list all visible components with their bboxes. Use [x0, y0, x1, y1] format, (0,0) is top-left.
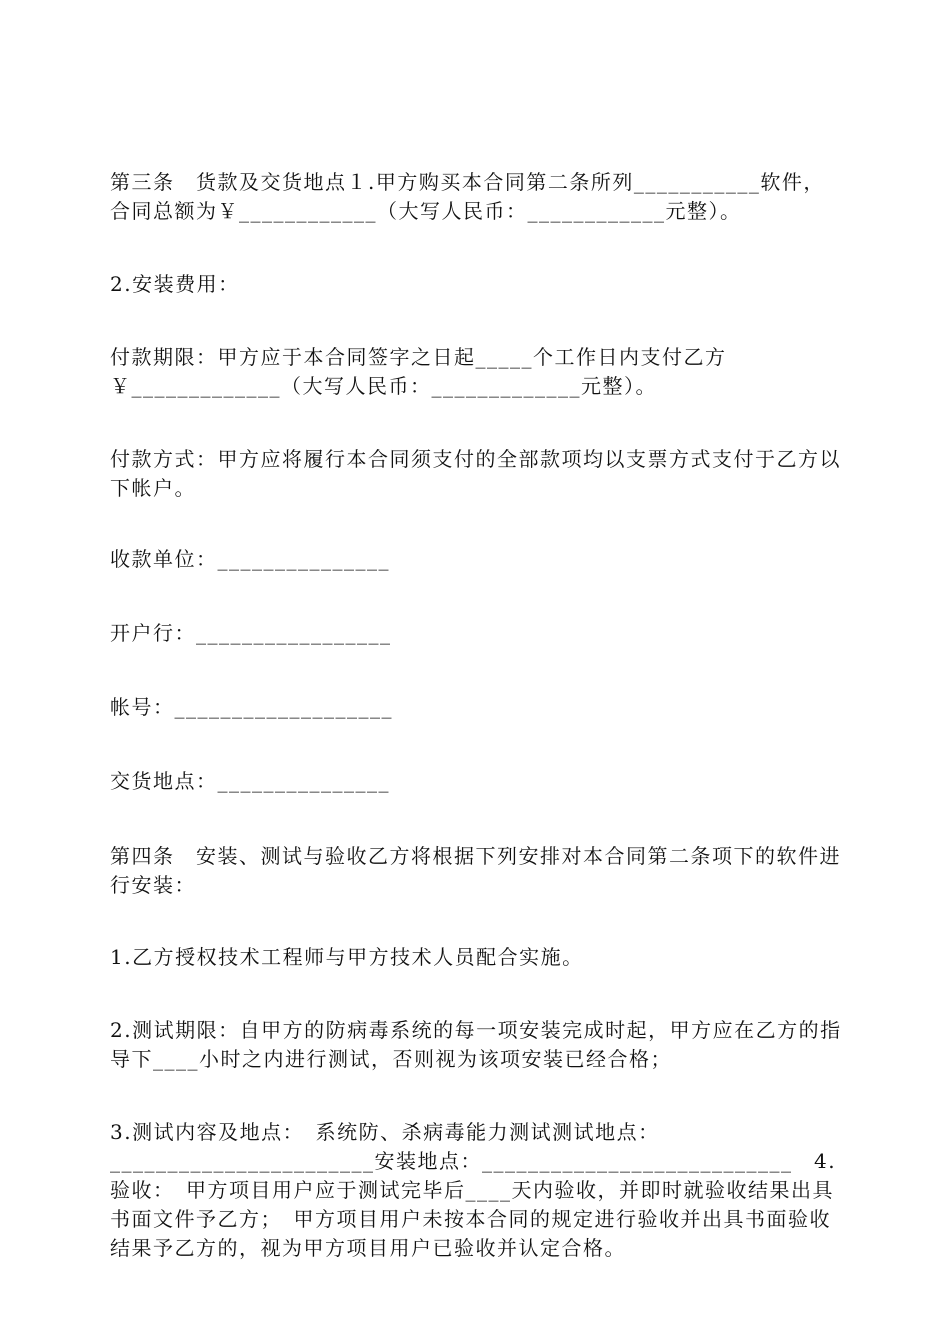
bank-field: 开户行：_________________: [110, 621, 392, 645]
payment-deadline: 付款期限：甲方应于本合同签字之日起_____个工作日内支付乙方￥_____________（大写人民币：_____________元整）。: [110, 345, 727, 398]
clause-test-content-acceptance: 3.测试内容及地点： 系统防、杀病毒能力测试测试地点：_______________________安装地点：___________________________ 4.验收： 甲方项目用户应于测试完毕后____天内验收，并即时就验收结果出具书面文件予乙方； 甲方项目用户未按本合同的规定进行验收并出具书面验收结果予乙方的，视为甲方项目用户已验收并认定合格。: [110, 1120, 837, 1260]
article-3-payment-delivery: 第三条 货款及交货地点１.甲方购买本合同第二条所列___________软件，合同总额为￥____________（大写人民币：____________元整）。: [110, 170, 825, 223]
delivery-location-field: 交货地点：_______________: [110, 769, 390, 793]
clause-engineer: 1.乙方授权技术工程师与甲方技术人员配合实施。: [110, 945, 584, 969]
clause-test-period: 2.测试期限：自甲方的防病毒系统的每一项安装完成时起，甲方应在乙方的指导下____小时之内进行测试，否则视为该项安装已经合格；: [110, 1018, 842, 1071]
payee-field: 收款单位：_______________: [110, 547, 390, 571]
account-field: 帐号：___________________: [110, 695, 393, 719]
article-4-installation: 第四条 安装、测试与验收乙方将根据下列安排对本合同第二条项下的软件进行安装：: [110, 844, 841, 897]
payment-method: 付款方式：甲方应将履行本合同须支付的全部款项均以支票方式支付于乙方以下帐户。: [110, 447, 841, 500]
installation-fee: 2.安装费用：: [110, 272, 240, 296]
